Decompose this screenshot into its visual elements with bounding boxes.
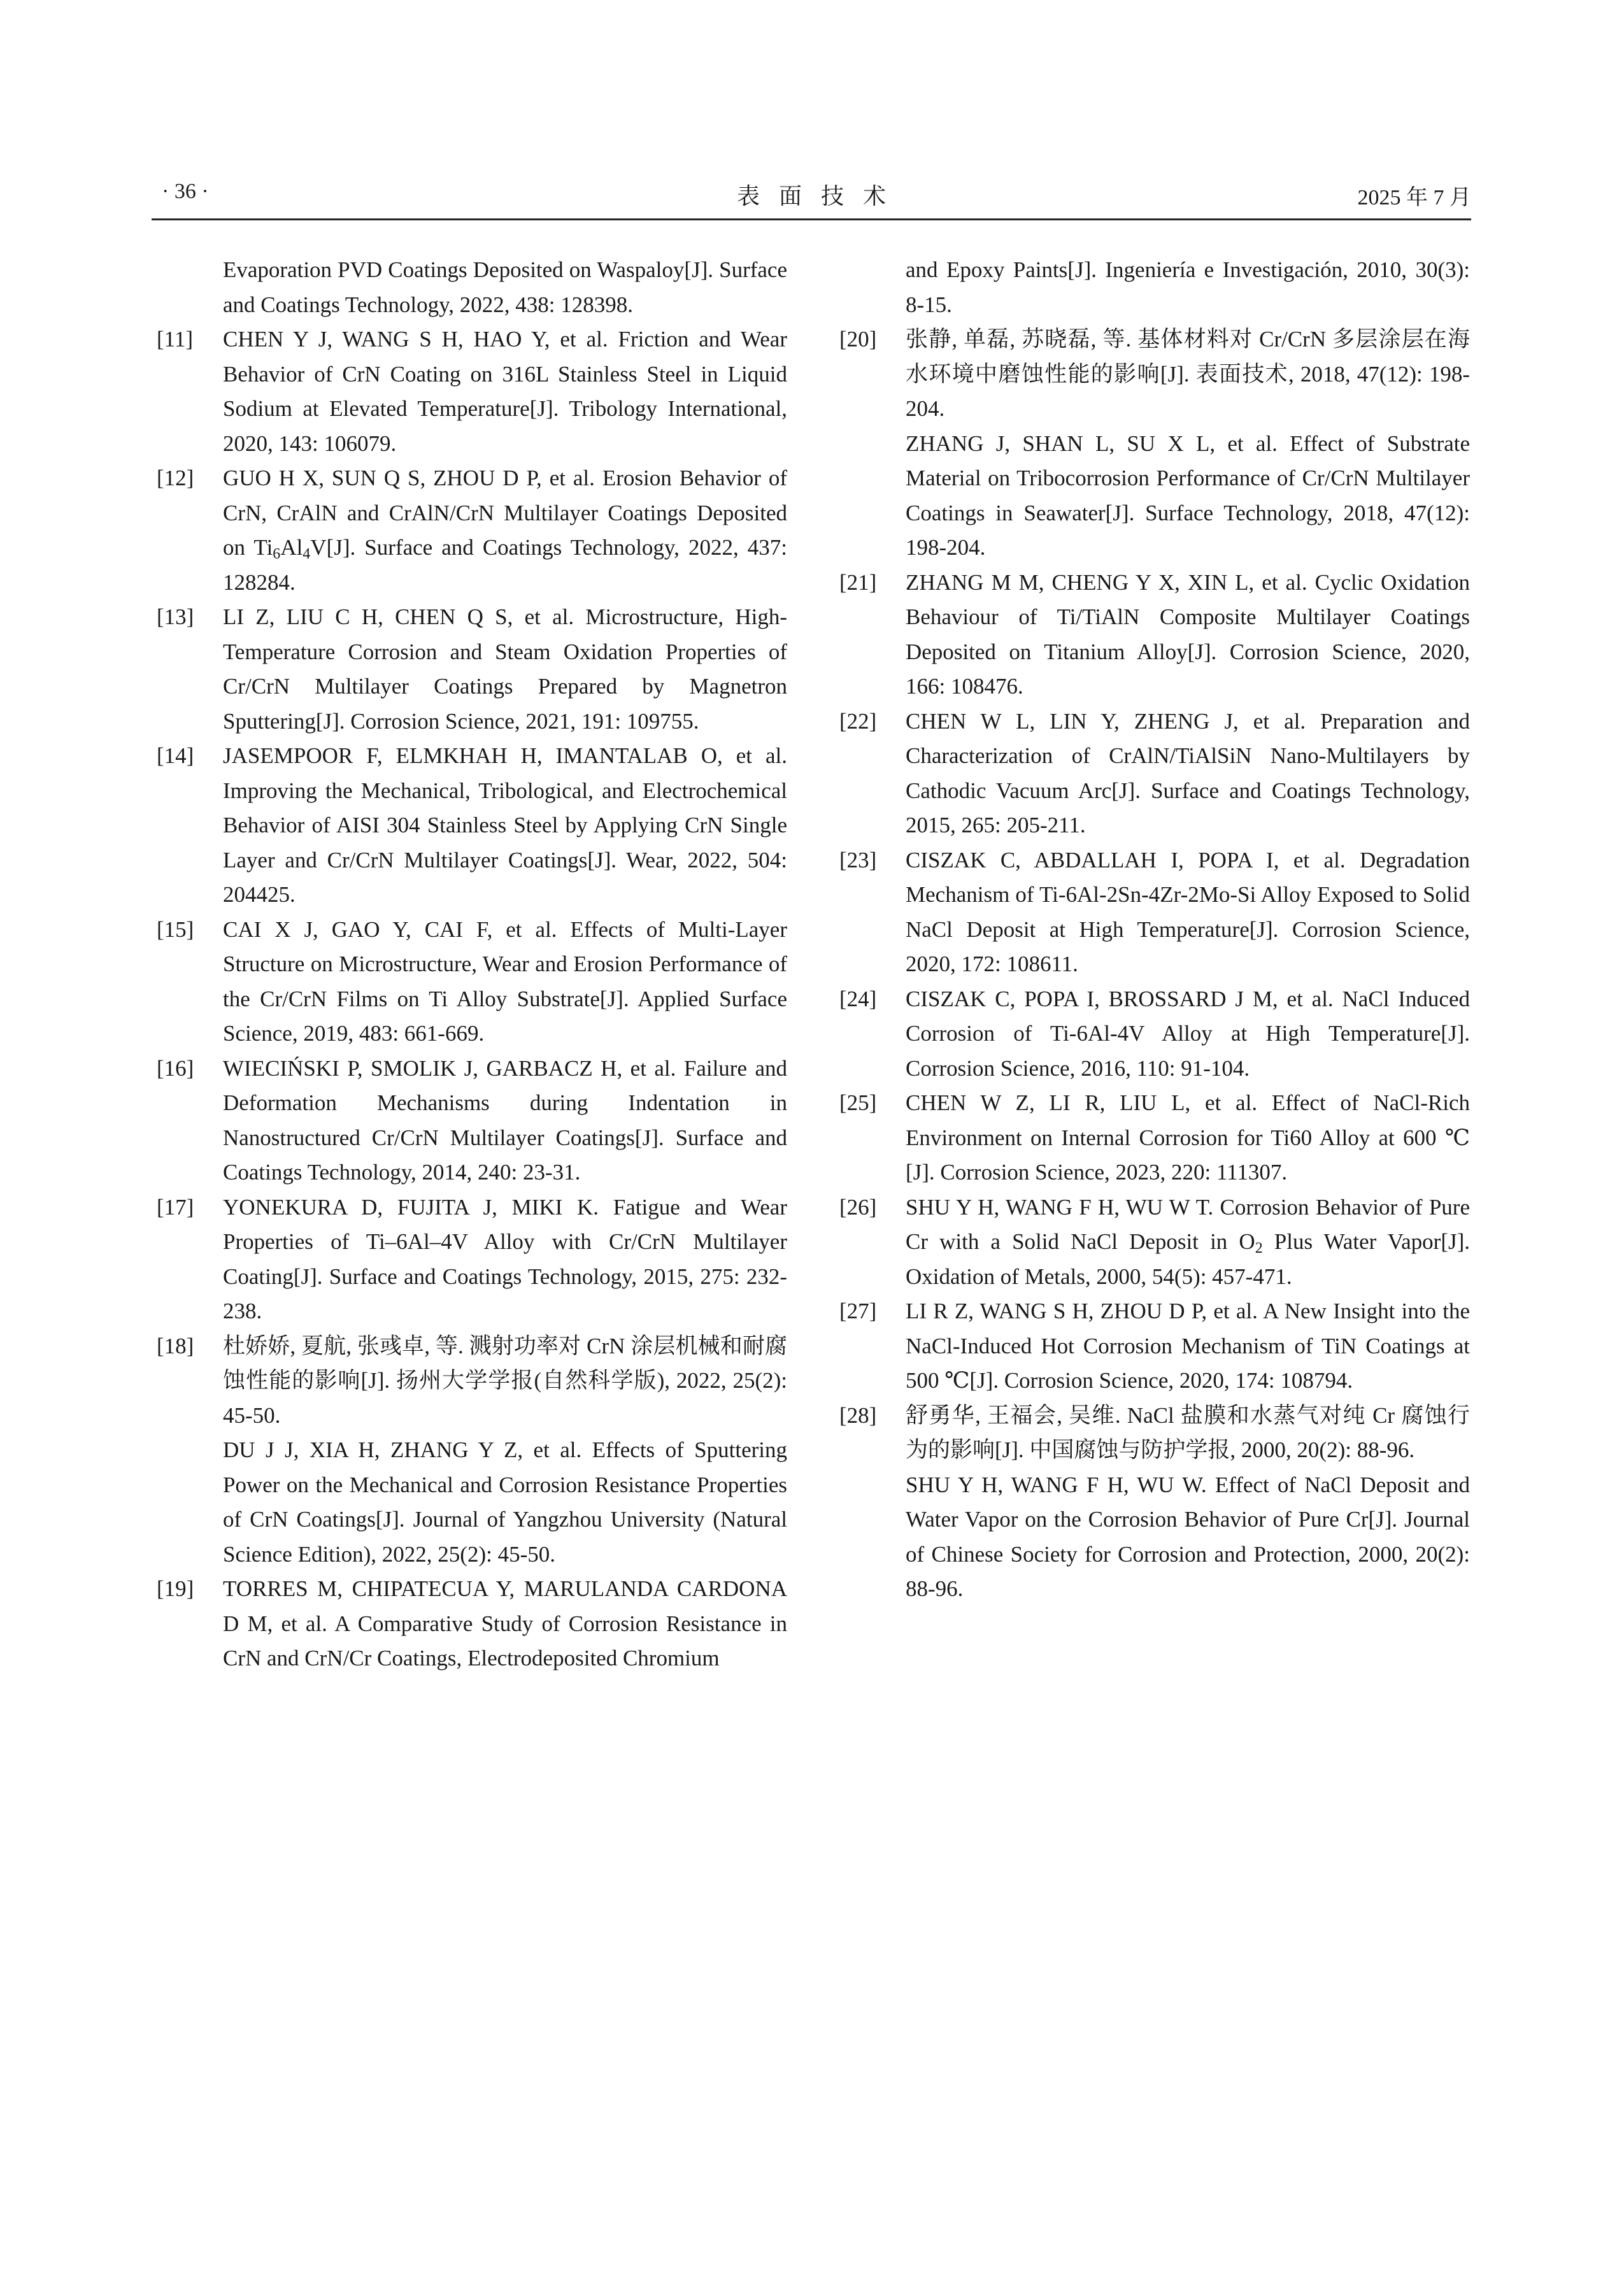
reference-item <box>839 566 1470 704</box>
reference-text: LI Z, LIU C H, CHEN Q S, et al. Microstructure, High-Temperature Corrosion and Steam Oxidation Properties of Cr/CrN Multilayer Coatings Prepared by Magnetron Sputtering[J]. Corrosion Science, 2021, 191: 109755. <box>223 604 787 734</box>
reference-number: [19] <box>157 1576 194 1601</box>
reference-item <box>839 843 1470 982</box>
reference-text: CHEN Y J, WANG S H, HAO Y, et al. Friction and Wear Behavior of CrN Coating on 316L Stainless Steel in Liquid Sodium at Elevated Temperature[J]. Tribology International, 2020, 143: 106079. <box>223 327 787 456</box>
journal-title: 表面技术 <box>736 183 905 209</box>
reference-column-left <box>157 253 787 1676</box>
reference-item <box>839 704 1470 843</box>
reference-item <box>157 913 787 1051</box>
reference-text: CHEN W Z, LI R, LIU L, et al. Effect of NaCl-Rich Environment on Internal Corrosion for Ti60 Alloy at 600 ℃[J]. Corrosion Science, 2023, 220: 111307. <box>906 1090 1470 1185</box>
reference-text-english: ZHANG J, SHAN L, SU X L, et al. Effect of Substrate Material on Tribocorrosion Performance of Cr/CrN Multilayer Coatings in Seawater[J]. Surface Technology, 2018, 47(12): 198-204. <box>906 431 1470 560</box>
reference-text: CHEN W L, LIN Y, ZHENG J, et al. Preparation and Characterization of CrAlN/TiAlSiN Nano-Multilayers by Cathodic Vacuum Arc[J]. Surface and Coatings Technology, 2015, 265: 205-211. <box>906 708 1470 837</box>
reference-number: [22] <box>839 708 877 734</box>
reference-item <box>157 1051 787 1190</box>
reference-number: [14] <box>157 743 194 768</box>
reference-number: [12] <box>157 466 194 490</box>
reference-text: LI R Z, WANG S H, ZHOU D P, et al. A New Insight into the NaCl-Induced Hot Corrosion Mechanism of TiN Coatings at 500 ℃[J]. Corrosion Science, 2020, 174: 108794. <box>906 1299 1470 1393</box>
reference-number: [24] <box>839 986 877 1011</box>
reference-text: CISZAK C, POPA I, BROSSARD J M, et al. NaCl Induced Corrosion of Ti-6Al-4V Alloy at High Temperature[J]. Corrosion Science, 2016, 110: 91-104. <box>906 986 1470 1081</box>
reference-text: ZHANG M M, CHENG Y X, XIN L, et al. Cyclic Oxidation Behaviour of Ti/TiAlN Composite Multilayer Coatings Deposited on Titanium Alloy[J]. Corrosion Science, 2020, 166: 108476. <box>906 569 1470 699</box>
reference-item <box>157 1572 787 1676</box>
reference-continuation: and Epoxy Paints[J]. Ingeniería e Investigación, 2010, 30(3): 8-15. <box>906 257 1470 317</box>
reference-number: [23] <box>839 847 877 873</box>
reference-text-english: SHU Y H, WANG F H, WU W. Effect of NaCl Deposit and Water Vapor on the Corrosion Behavior of Pure Cr[J]. Journal of Chinese Society for Corrosion and Protection, 2000, 20(2): 88-96. <box>906 1472 1470 1601</box>
running-header <box>152 177 1471 220</box>
reference-item <box>839 1294 1470 1399</box>
reference-number: [25] <box>839 1090 877 1115</box>
reference-item <box>839 982 1470 1087</box>
reference-number: [21] <box>839 569 877 595</box>
reference-text-english: DU J J, XIA H, ZHANG Y Z, et al. Effects of Sputtering Power on the Mechanical and Corrosion Resistance Properties of CrN Coatings[J]. Journal of Yangzhou University (Natural Science Edition), 2022, 25(2): 45-50. <box>223 1437 787 1567</box>
reference-text-chinese: 杜娇娇, 夏航, 张彧卓, 等. 溅射功率对 CrN 涂层机械和耐腐蚀性能的影响[J]. 扬州大学学报(自然科学版), 2022, 25(2): 45-50. <box>223 1333 787 1428</box>
reference-number: [28] <box>839 1402 877 1428</box>
reference-item <box>839 1399 1470 1607</box>
reference-text: TORRES M, CHIPATECUA Y, MARULANDA CARDONA D M, et al. A Comparative Study of Corrosion Resistance in CrN and CrN/Cr Coatings, Electrodeposited Chromium <box>223 1576 787 1671</box>
reference-item <box>839 1086 1470 1190</box>
reference-number: [17] <box>157 1194 194 1220</box>
reference-text: CAI X J, GAO Y, CAI F, et al. Effects of Multi-Layer Structure on Microstructure, Wear and Erosion Performance of the Cr/CrN Films on Ti Alloy Substrate[J]. Applied Surface Science, 2019, 483: 661-669. <box>223 916 787 1046</box>
reference-text: GUO H X, SUN Q S, ZHOU D P, et al. Erosion Behavior of CrN, CrAlN and CrAlN/CrN Multilayer Coatings Deposited on $Ti_6Al_4V[J]$. Surface and Coatings Technology, 2022, 437: 128284. <box>223 466 787 595</box>
reference-item <box>839 322 1470 566</box>
issue-date: 2025 年 7 月 <box>1357 186 1471 210</box>
reference-continuation: Evaporation PVD Coatings Deposited on Waspaloy[J]. Surface and Coatings Technology, 2022, 438: 128398. <box>223 257 787 317</box>
reference-number: [26] <box>839 1194 877 1220</box>
reference-number: [16] <box>157 1055 194 1081</box>
reference-text-chinese: 舒勇华, 王福会, 吴维. NaCl 盐膜和水蒸气对纯 Cr 腐蚀行为的影响[J]. 中国腐蚀与防护学报, 2000, 20(2): 88-96. <box>906 1402 1470 1462</box>
reference-text: YONEKURA D, FUJITA J, MIKI K. Fatigue and Wear Properties of Ti–6Al–4V Alloy with Cr/CrN Multilayer Coating[J]. Surface and Coatings Technology, 2015, 275: 232-238. <box>223 1194 787 1323</box>
reference-number: [11] <box>157 327 194 352</box>
reference-column-right <box>839 253 1470 1607</box>
reference-text: WIECIŃSKI P, SMOLIK J, GARBACZ H, et al. Failure and Deformation Mechanisms during Indentation in Nanostructured Cr/CrN Multilayer Coatings[J]. Surface and Coatings Technology, 2014, 240: 23-31. <box>223 1055 787 1185</box>
reference-item <box>157 739 787 913</box>
reference-item <box>157 1329 787 1572</box>
reference-item <box>157 1190 787 1329</box>
reference-text: JASEMPOOR F, ELMKHAH H, IMANTALAB O, et al. Improving the Mechanical, Tribological, and Electrochemical Behavior of AISI 304 Stainless Steel by Applying CrN Single Layer and Cr/CrN Multilayer Coatings[J]. Wear, 2022, 504: 204425. <box>223 743 787 907</box>
reference-text: CISZAK C, ABDALLAH I, POPA I, et al. Degradation Mechanism of Ti-6Al-2Sn-4Zr-2Mo-Si Alloy Exposed to Solid NaCl Deposit at High Temperature[J]. Corrosion Science, 2020, 172: 108611. <box>906 847 1470 976</box>
reference-text-chinese: 张静, 单磊, 苏晓磊, 等. 基体材料对 Cr/CrN 多层涂层在海水环境中磨蚀性能的影响[J]. 表面技术, 2018, 47(12): 198-204. <box>906 327 1470 421</box>
reference-text: SHU Y H, WANG F H, WU W T. Corrosion Behavior of Pure Cr with a Solid NaCl Deposit in $O_2$ Plus Water Vapor[J]. Oxidation of Metals, 2000, 54(5): 457-471. <box>906 1194 1470 1289</box>
reference-item <box>839 1190 1470 1295</box>
reference-item <box>157 600 787 739</box>
page-number: · 36 · <box>162 180 209 203</box>
reference-item <box>157 461 787 600</box>
reference-number: [13] <box>157 604 194 629</box>
reference-number: [27] <box>839 1299 877 1323</box>
reference-item <box>157 322 787 461</box>
reference-number: [20] <box>839 327 877 352</box>
reference-number: [15] <box>157 916 194 942</box>
reference-number: [18] <box>157 1333 194 1358</box>
